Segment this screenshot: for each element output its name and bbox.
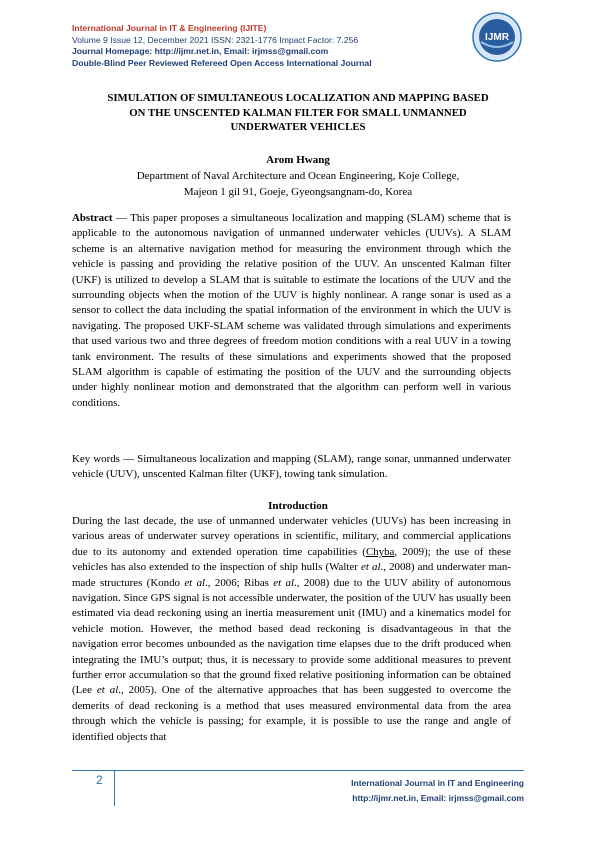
section-heading-introduction: Introduction xyxy=(268,500,328,512)
italic-text: al xyxy=(285,576,295,589)
italic-text: et al xyxy=(361,561,381,574)
body-text: ., 2006; Ribas xyxy=(205,576,274,589)
abstract-text: — This paper proposes a simultaneous localization and mapping (SLAM) scheme that is applicable to the autonomous navigation of unmanned underwater vehicles (UUVs). A SLAM scheme is an alternative navigation method for measuring the environment through which the vehicle is passing and providing the relative position of the UUV. An unscented Kalman filter (UKF) is utilized to develop a SLAM that is suitable to estimate the locations of the UUV and the surrounding objects when the motion of the UUV is highly nonlinear. A range sonar is used as a sensor to collect the data including the spatial information of the environment in which the UUV is navigating. The proposed UKF-SLAM scheme was validated through simulations and experiments that used various two and three degrees of freedom motion conditions with a real UUV in a towing tank environment. The results of these simulations and experiments showed that the proposed SLAM algorithm is capable of estimating the position of the UUV and the surrounding objects under highly nonlinear motion and demonstrated that the algorithm can perform well in various conditions. xyxy=(72,212,511,409)
italic-text: et al xyxy=(96,684,119,697)
body-text: , 2009); the use of these vehicles has also extended to the inspection of ship hulls (Walter xyxy=(72,545,511,574)
affiliation xyxy=(72,168,524,200)
footer-info xyxy=(351,776,524,806)
introduction-body xyxy=(72,514,511,745)
volume-issn-line: Volume 9 Issue 12, December 2021 ISSN: 2321-1776 Impact Factor: 7.256 xyxy=(72,34,359,45)
journal-header xyxy=(72,23,472,69)
page-number: 2 xyxy=(96,773,103,787)
affiliation-line: Majeon 1 gil 91, Goeje, Gyeongsangnam-do, Korea xyxy=(183,186,413,198)
body-text: During the last decade, the use of unmanned underwater vehicles (UUVs) has been increasing in various areas of underwater survey operations in scientific, military, and commercial applications due to its autonomy and extended operation time capabilities ( xyxy=(72,515,511,558)
citation-link[interactable]: Chyba xyxy=(365,545,395,558)
affiliation-line: Department of Naval Architecture and Ocean Engineering, Koje College, xyxy=(136,170,460,182)
body-text: ., 2008) due to the UUV ability of autonomous navigation. Since GPS signal is not accessible underwater, the position of the UUV has usually been estimated via dead reckoning using an inertia measurement unit (IMU) and a kinematics model for vehicle motion. However, the method based dead reckoning is disadvantageous in that the navigation error becomes unbounded as the navigation time elapses due to the drift produced when integrating the IMU’s output; thus, it is necessary to provide some additional measures to prevent further error accumulation so that the ground fixed relative positioning information can be obtained (Lee xyxy=(72,576,511,697)
author-name: Arom Hwang xyxy=(266,154,330,166)
journal-name: International Journal in IT & Engineering (IJITE) xyxy=(72,23,267,33)
footer-divider xyxy=(72,770,524,771)
abstract-label: Abstract xyxy=(72,212,113,224)
footer-contact: http://ijmr.net.in, Email: irjmss@gmail.com xyxy=(352,793,524,803)
body-text: ., 2008) and underwater man-made structures (Kondo xyxy=(72,561,512,589)
logo-text: IJMR xyxy=(485,32,509,43)
title-line: ON THE UNSCENTED KALMAN FILTER FOR SMALL UNMANNED xyxy=(129,106,467,119)
italic-text: et al xyxy=(184,576,206,589)
title-line: SIMULATION OF SIMULTANEOUS LOCALIZATION AND MAPPING BASED xyxy=(107,92,489,104)
paper-title xyxy=(72,91,524,135)
italic-text: et xyxy=(273,576,282,589)
journal-logo xyxy=(472,12,522,62)
footer-journal-name: International Journal in IT and Engineering xyxy=(351,778,524,788)
abstract xyxy=(72,211,511,411)
keywords: Key words — Simultaneous localization and mapping (SLAM), range sonar, unmanned underwater vehicle (UUV), unscented Kalman filter (UKF), towing tank simulation. xyxy=(72,453,511,481)
body-text: ., 2005). One of the alternative approaches that has been suggested to overcome the demerits of dead reckoning is a method that uses measured environmental data from the area through which the vehicle is passing; for example, it is possible to use the range and angle of identified objects that xyxy=(72,684,511,743)
title-line: UNDERWATER VEHICLES xyxy=(230,121,366,134)
homepage-line: Journal Homepage: http://ijmr.net.in, Email: irjmss@gmail.com xyxy=(72,46,329,57)
footer-vertical-divider xyxy=(114,771,115,806)
review-line: Double-Blind Peer Reviewed Refereed Open Access International Journal xyxy=(72,57,372,68)
